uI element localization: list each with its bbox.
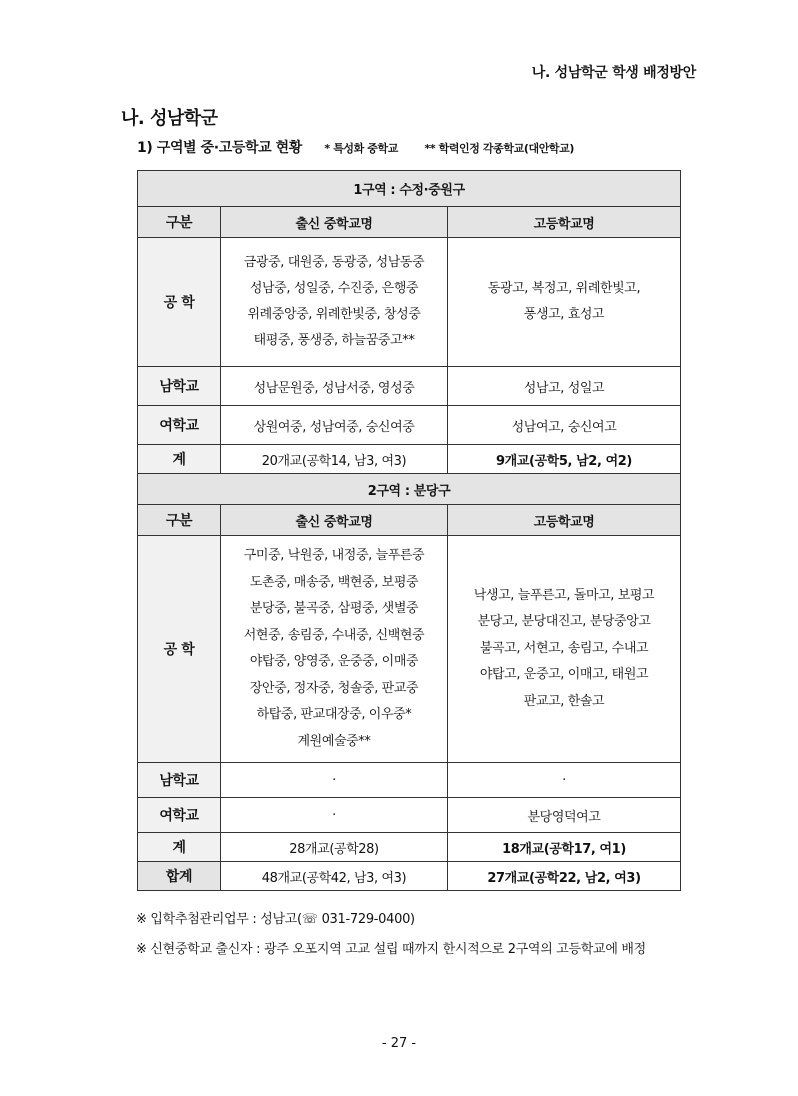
note-sinhyeon-school: ※ 신현중학교 출신자 : 광주 오포지역 고교 설립 때까지 한시적으로 2구역의 고등학교에 배정 — [136, 942, 646, 957]
col-high: 고등학교명 — [448, 207, 681, 238]
table-row — [138, 763, 681, 798]
region-name: 1구역 : 수정·중원구 — [138, 171, 681, 207]
table-row — [138, 536, 681, 763]
list-item: 성남중, 성일중, 수진중, 은행중 — [249, 281, 419, 296]
grand-total-label: 합계 — [138, 862, 221, 891]
list-item: 태평중, 풍생중, 하늘꿈중고** — [253, 333, 415, 348]
list-item: 도촌중, 매송중, 백현중, 보평중 — [249, 574, 419, 590]
table-row — [138, 238, 681, 367]
high-schools: 성남여고, 숭신여고 — [448, 406, 681, 445]
grand-total-high: 27개교(공학22, 남2, 여3) — [448, 862, 681, 891]
list-item: 계원예술중** — [297, 733, 371, 749]
region-header-row — [138, 171, 681, 207]
high-schools — [448, 536, 681, 763]
table-row — [138, 406, 681, 445]
middle-schools — [221, 238, 448, 367]
col-middle: 출신 중학교명 — [221, 505, 448, 536]
row-category: 공 학 — [138, 238, 221, 367]
column-header-row — [138, 207, 681, 238]
list-item: 장안중, 정자중, 청솔중, 판교중 — [249, 680, 419, 696]
table-row — [138, 367, 681, 406]
list-item: 판교고, 한솔고 — [523, 693, 605, 709]
list-item: 동광고, 복정고, 위례한빛고, — [487, 281, 641, 296]
middle-schools: · — [221, 763, 448, 798]
col-middle: 출신 중학교명 — [221, 207, 448, 238]
list-item: 구미중, 낙원중, 내정중, 늘푸른중 — [243, 548, 425, 563]
table-row — [138, 798, 681, 833]
column-header-row — [138, 505, 681, 536]
row-category: 남학교 — [138, 367, 221, 406]
col-category: 구분 — [138, 207, 221, 238]
middle-schools: 성남문원중, 성남서중, 영성중 — [221, 367, 448, 406]
middle-schools — [221, 536, 448, 763]
list-item: 하탑중, 판교대장중, 이우중* — [256, 707, 412, 722]
row-category: 여학교 — [138, 798, 221, 833]
total-high: 9개교(공학5, 남2, 여2) — [448, 445, 681, 474]
list-item: 분당고, 분당대진고, 분당중앙고 — [477, 614, 651, 630]
section-title: 나. 성남학군 — [121, 108, 218, 129]
list-item: 낙생고, 늘푸른고, 돌마고, 보평고 — [473, 587, 655, 603]
total-label: 계 — [138, 445, 221, 474]
high-schools: 성남고, 성일고 — [448, 367, 681, 406]
total-high: 18개교(공학17, 여1) — [448, 833, 681, 862]
high-schools — [448, 238, 681, 367]
running-header: 나. 성남학군 학생 배정방안 — [531, 65, 696, 81]
list-item: 위례중앙중, 위례한빛중, 창성중 — [247, 307, 421, 322]
page-number: - 27 - — [381, 1036, 417, 1051]
list-item: 야탑중, 양영중, 운중중, 이매중 — [249, 654, 419, 669]
high-schools: 분당영덕여고 — [448, 798, 681, 833]
col-high: 고등학교명 — [448, 505, 681, 536]
note-academic-school: ** 학력인정 각종학교(대안학교) — [424, 142, 574, 155]
list-item: 서현중, 송림중, 수내중, 신백현중 — [243, 627, 425, 643]
subtitle-text: 1) 구역별 중·고등학교 현황 — [137, 140, 302, 156]
grand-total-row — [138, 862, 681, 891]
total-row — [138, 445, 681, 474]
list-item: 야탑고, 운중고, 이매고, 태원고 — [479, 667, 649, 683]
total-label: 계 — [138, 833, 221, 862]
note-lottery-office: ※ 입학추첨관리업무 : 성남고(☏ 031-729-0400) — [136, 912, 415, 927]
total-middle: 20개교(공학14, 남3, 여3) — [221, 445, 448, 474]
region-name: 2구역 : 분당구 — [138, 474, 681, 505]
total-row — [138, 833, 681, 862]
list-item: 금광중, 대원중, 동광중, 성남동중 — [243, 255, 425, 270]
high-schools: · — [448, 763, 681, 798]
row-category: 남학교 — [138, 763, 221, 798]
school-table — [137, 170, 681, 891]
list-item: 분당중, 불곡중, 삼평중, 샛별중 — [249, 601, 419, 616]
middle-schools: · — [221, 798, 448, 833]
row-category: 공 학 — [138, 536, 221, 763]
row-category: 여학교 — [138, 406, 221, 445]
region-header-row — [138, 474, 681, 505]
subtitle — [137, 137, 574, 157]
list-item: 불곡고, 서현고, 송림고, 수내고 — [479, 640, 649, 656]
total-middle: 28개교(공학28) — [221, 833, 448, 862]
middle-schools: 상원여중, 성남여중, 숭신여중 — [221, 406, 448, 445]
col-category: 구분 — [138, 505, 221, 536]
note-special-school: * 특성화 중학교 — [324, 142, 398, 155]
list-item: 풍생고, 효성고 — [523, 307, 605, 322]
grand-total-middle: 48개교(공학42, 남3, 여3) — [221, 862, 448, 891]
